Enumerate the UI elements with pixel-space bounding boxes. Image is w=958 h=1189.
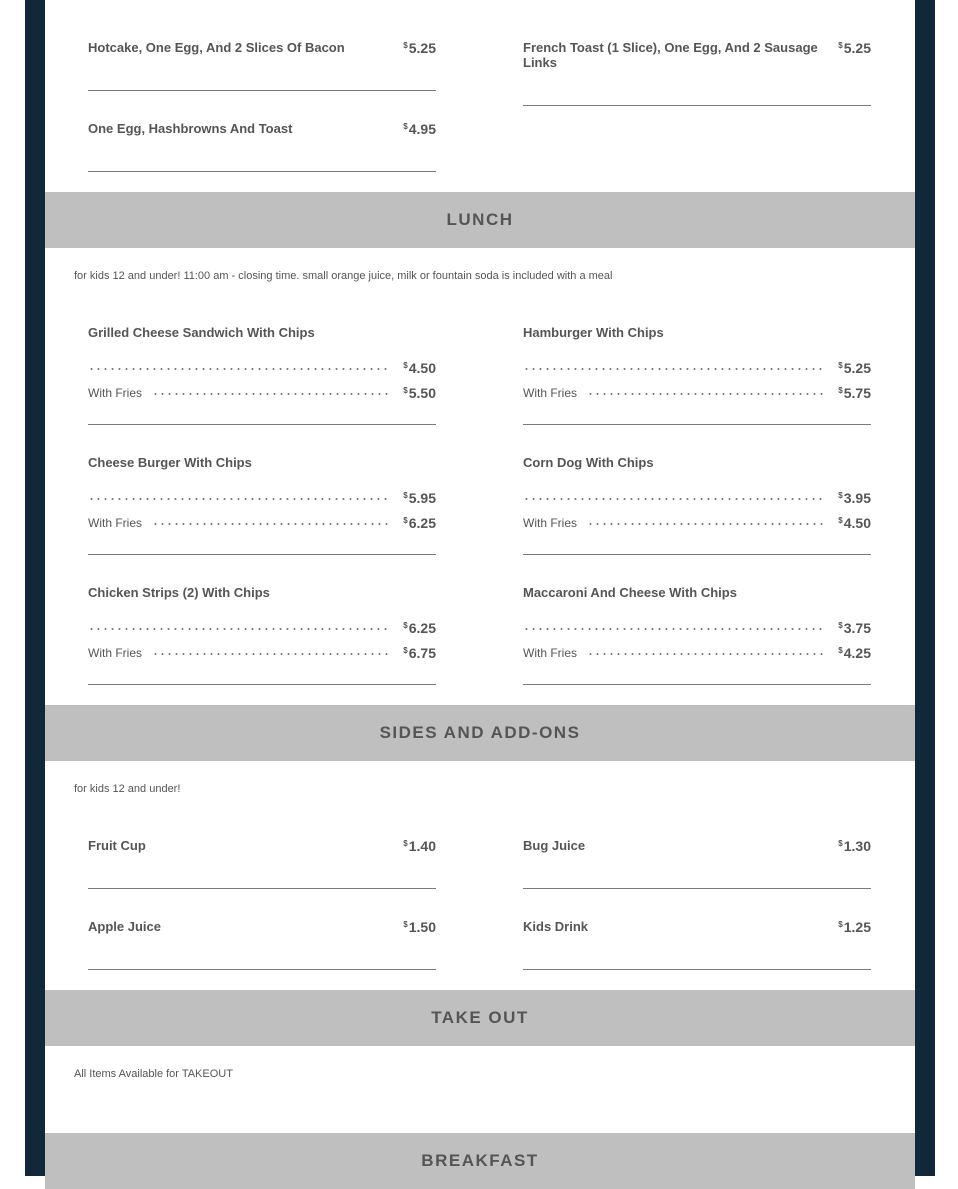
option-label: With Fries: [523, 646, 577, 660]
option-label: With Fries: [523, 516, 577, 530]
menu-item: [523, 325, 871, 401]
base-price-row: [523, 620, 871, 636]
menu-item: [88, 919, 436, 934]
item-divider: [88, 171, 436, 172]
menu-item: [88, 585, 436, 661]
menu-item: [88, 40, 436, 55]
dot-leader: [587, 523, 823, 525]
item-divider: [523, 969, 871, 970]
option-row: [88, 385, 436, 401]
option-price: $5.50: [403, 385, 436, 401]
item-divider: [88, 424, 436, 425]
item-price: $3.95: [838, 490, 871, 506]
menu-item: [88, 325, 436, 401]
dot-leader: [587, 653, 823, 655]
dot-leader: [88, 368, 388, 370]
item-name: Chicken Strips (2) With Chips: [88, 585, 270, 600]
section-title: BREAKFAST: [421, 1151, 539, 1170]
section-note: for kids 12 and under! 11:00 am - closing time. small orange juice, milk or fountain soda is included with a meal: [74, 270, 613, 282]
option-row: [523, 515, 871, 531]
dot-leader: [152, 393, 388, 395]
option-price: $5.75: [838, 385, 871, 401]
item-divider: [88, 969, 436, 970]
section-header-sides: [45, 705, 915, 761]
item-price: $5.95: [403, 490, 436, 506]
option-label: With Fries: [88, 646, 142, 660]
option-price: $4.50: [838, 515, 871, 531]
item-divider: [88, 684, 436, 685]
dot-leader: [523, 498, 823, 500]
item-name: Cheese Burger With Chips: [88, 455, 252, 470]
section-title: LUNCH: [446, 210, 514, 229]
dot-leader: [152, 523, 388, 525]
item-price: $1.30: [838, 838, 871, 854]
section-title: TAKE OUT: [431, 1008, 529, 1027]
menu-item: [523, 919, 871, 934]
menu-item: [523, 838, 871, 853]
item-price: $4.50: [403, 360, 436, 376]
dot-leader: [523, 368, 823, 370]
option-row: [523, 645, 871, 661]
dot-leader: [587, 393, 823, 395]
option-price: $6.75: [403, 645, 436, 661]
menu-item: [88, 455, 436, 531]
option-label: With Fries: [88, 516, 142, 530]
item-divider: [88, 888, 436, 889]
option-label: With Fries: [88, 386, 142, 400]
section-title: SIDES AND ADD-ONS: [379, 723, 581, 742]
option-label: With Fries: [523, 386, 577, 400]
item-price: $1.50: [403, 919, 436, 935]
item-price: $5.25: [838, 360, 871, 376]
item-name: Fruit Cup: [88, 838, 146, 853]
item-price: $4.95: [403, 121, 436, 137]
dot-leader: [152, 653, 388, 655]
item-price: $5.25: [403, 40, 436, 56]
section-header-breakfast: [45, 1133, 915, 1189]
item-divider: [523, 888, 871, 889]
base-price-row: [523, 360, 871, 376]
dot-leader: [523, 628, 823, 630]
item-price: $6.25: [403, 620, 436, 636]
item-divider: [88, 554, 436, 555]
section-note: for kids 12 and under!: [74, 783, 181, 795]
option-row: [523, 385, 871, 401]
item-name: Bug Juice: [523, 838, 586, 853]
base-price-row: [88, 620, 436, 636]
item-divider: [523, 684, 871, 685]
item-price: $1.40: [403, 838, 436, 854]
option-price: $6.25: [403, 515, 436, 531]
item-divider: [523, 105, 871, 106]
dot-leader: [88, 498, 388, 500]
item-name: Grilled Cheese Sandwich With Chips: [88, 325, 315, 340]
item-price: $1.25: [838, 919, 871, 935]
option-row: [88, 515, 436, 531]
base-price-row: [523, 490, 871, 506]
base-price-row: [88, 360, 436, 376]
dot-leader: [88, 628, 388, 630]
item-name: Maccaroni And Cheese With Chips: [523, 585, 737, 600]
section-header-takeout: [45, 990, 915, 1046]
menu-item: [523, 40, 871, 70]
item-divider: [523, 424, 871, 425]
item-name: One Egg, Hashbrowns And Toast: [88, 121, 293, 136]
item-name: Corn Dog With Chips: [523, 455, 654, 470]
option-price: $4.25: [838, 645, 871, 661]
item-price: $3.75: [838, 620, 871, 636]
menu-item: [523, 585, 871, 661]
section-header-lunch: [45, 192, 915, 248]
section-note: All Items Available for TAKEOUT: [74, 1068, 233, 1080]
base-price-row: [88, 490, 436, 506]
item-name: Kids Drink: [523, 919, 589, 934]
item-name: Hotcake, One Egg, And 2 Slices Of Bacon: [88, 40, 345, 55]
item-name: Hamburger With Chips: [523, 325, 664, 340]
option-row: [88, 645, 436, 661]
item-name: Apple Juice: [88, 919, 161, 934]
item-name: French Toast (1 Slice), One Egg, And 2 Sausage Links: [523, 40, 818, 70]
item-divider: [88, 90, 436, 91]
item-price: $5.25: [838, 40, 871, 56]
menu-item: [88, 121, 436, 136]
menu-item: [523, 455, 871, 531]
item-divider: [523, 554, 871, 555]
menu-item: [88, 838, 436, 853]
